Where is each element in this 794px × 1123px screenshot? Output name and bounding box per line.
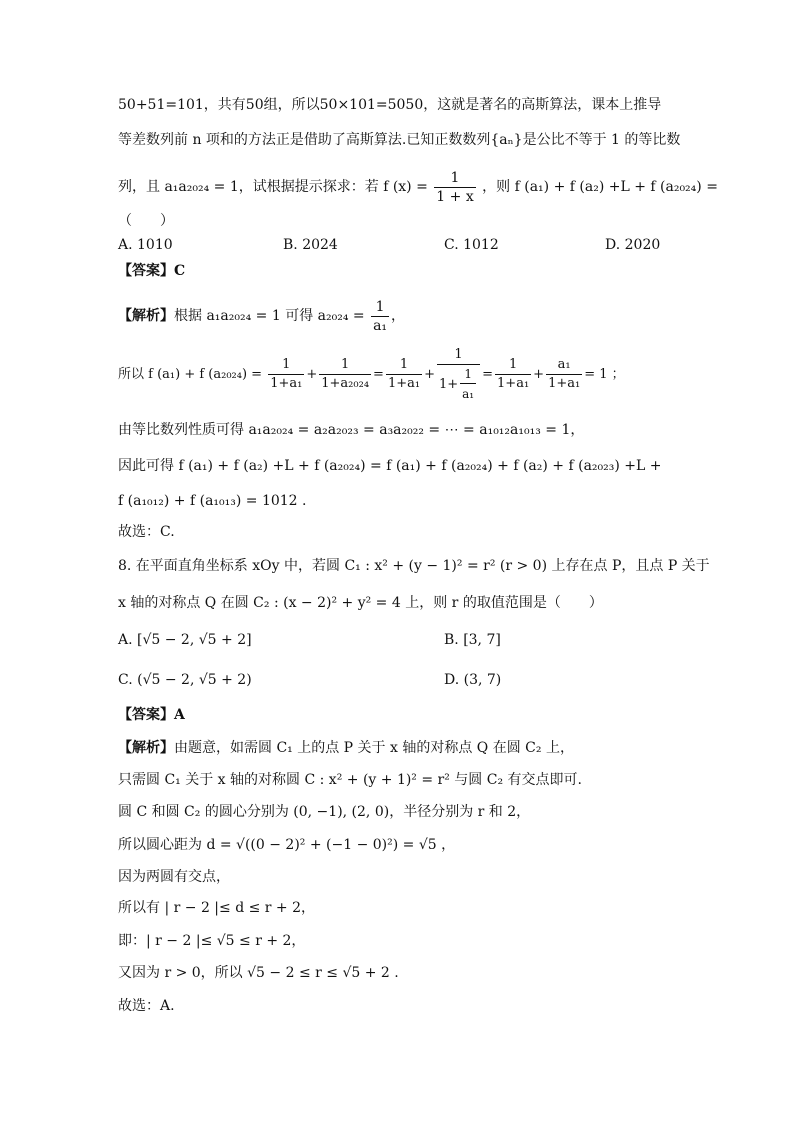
fraction-denominator: 1+a₁	[548, 376, 581, 391]
text-span: 所以	[118, 367, 145, 382]
fraction-numerator: 1	[437, 346, 480, 365]
text-line: 只需圆 C₁ 关于 x 轴的对称圆 C : x² + (y + 1)² = r² 与圆 C₂ 有交点即可.	[118, 772, 582, 788]
option-a: A. [√5 − 2, √5 + 2]	[118, 632, 252, 648]
text-span: = 1 ；	[584, 367, 625, 382]
fraction-numerator: 1	[495, 356, 531, 375]
fraction	[371, 298, 389, 335]
fraction-numerator: 1	[386, 356, 422, 375]
answer-label: 【答案】A	[118, 707, 185, 723]
fraction	[495, 356, 531, 393]
option-b: B. 2024	[283, 237, 338, 253]
option-c: C. (√5 − 2, √5 + 2)	[118, 672, 252, 688]
fraction-numerator: a₁	[546, 356, 582, 375]
answer-label: 【答案】C	[118, 263, 186, 279]
text-span: ，则 f (a₁) + f (a₂) +L + f (a₂₀₂₄) =	[482, 179, 718, 195]
option-a: A. 1010	[118, 237, 173, 253]
text-line: 因为两圆有交点，	[118, 869, 230, 885]
text-span: 列，且 a₁a₂₀₂₄ = 1，试根据提示探求：若 f (x) =	[118, 179, 428, 195]
text-span: f (a₁) + f (a₂₀₂₄) =	[148, 367, 263, 382]
text-line: 等差数列前 n 项和的方法正是借助了高斯算法.已知正数数列{aₙ}是公比不等于 1 的等比数	[118, 132, 681, 148]
fraction	[437, 346, 480, 404]
text-line: （ ）	[118, 213, 174, 229]
text-line: 所以圆心距为 d = √((0 − 2)² + (−1 − 0)²) = √5 ，	[118, 837, 456, 853]
fraction-denominator: a₁	[373, 317, 388, 334]
text-line	[118, 294, 405, 338]
text-line: f (a₁₀₁₂) + f (a₁₀₁₃) = 1012 .	[118, 493, 307, 509]
fraction	[546, 356, 582, 393]
fraction	[434, 169, 475, 206]
fraction	[460, 365, 476, 404]
text-line: 由等比数列性质可得 a₁a₂₀₂₄ = a₂a₂₀₂₃ = a₃a₂₀₂₂ = ⋯ = a₁₀₁₂a₁₀₁₃ = 1，	[118, 422, 585, 438]
fraction-numerator: 1	[371, 298, 389, 317]
text-line: 所以 f (a₁) + f (a₂₀₂₄) = $\frac{1}{\text{1+a₁}}$ + $\frac{1}{\text{1+a₂₀₂₄}}$ = $\frac{1}{\text{1+a₁}}$ + 1 1+ $\frac{1}{\text{a₁}}$ = $\frac{1}{\text{1+a₁}}$ + $\frac{\text{a₁}}{\text{1+a₁}}$ = 1 ；	[118, 344, 625, 406]
option-d: D. 2020	[605, 237, 661, 253]
fraction	[319, 356, 371, 393]
text-line: 故选：C.	[118, 524, 175, 540]
text-line: 即：| r − 2 |≤ √5 ≤ r + 2，	[118, 933, 306, 949]
analysis-label: 【解析】	[118, 308, 174, 324]
fraction-denominator: 1+a₁	[387, 376, 421, 391]
text-line: 圆 C 和圆 C₂ 的圆心分别为 (0, −1), (2, 0)，半径分别为 r 和 2，	[118, 804, 531, 820]
text-line: 50+51=101，共有50组，所以50×101=5050，这就是著名的高斯算法，课本上推导	[118, 97, 662, 113]
fraction-denominator: 1+a₁	[270, 376, 303, 391]
fraction-denominator: 1 + x	[436, 188, 474, 205]
fraction-numerator: 1	[268, 356, 304, 375]
text-span: 由题意，如需圆 C₁ 上的点 P 关于 x 轴的对称点 Q 在圆 C₂ 上，	[174, 740, 574, 756]
fraction-denominator	[437, 365, 480, 404]
option-c: C. 1012	[444, 237, 499, 253]
analysis-label: 【解析】	[118, 740, 174, 756]
text-span: 1+	[438, 376, 459, 392]
text-span: ，	[391, 308, 406, 324]
fraction-denominator: a₁	[462, 386, 475, 401]
fraction-numerator: 1	[434, 169, 475, 188]
question-8: 8. 在平面直角坐标系 xOy 中，若圆 C₁ : x² + (y − 1)² = r² (r > 0) 上存在点 P，且点 P 关于	[118, 558, 710, 574]
fraction	[386, 356, 422, 393]
text-line	[118, 738, 574, 758]
fraction-denominator: 1+a₁	[497, 376, 530, 391]
fraction-numerator: 1	[460, 365, 476, 384]
text-span: 根据 a₁a₂₀₂₄ = 1 可得 a₂₀₂₄ =	[174, 308, 365, 324]
text-line: 所以有 | r − 2 |≤ d ≤ r + 2，	[118, 900, 316, 916]
fraction-denominator: 1+a₂₀₂₄	[321, 376, 370, 391]
text-line: x 轴的对称点 Q 在圆 C₂ : (x − 2)² + y² = 4 上，则 r 的取值范围是（ ）	[118, 595, 603, 611]
fraction	[268, 356, 304, 393]
option-b: B. [3, 7]	[444, 632, 501, 648]
option-d: D. (3, 7)	[444, 672, 502, 688]
text-line	[118, 165, 718, 209]
text-line: 又因为 r > 0，所以 √5 − 2 ≤ r ≤ √5 + 2 .	[118, 965, 399, 981]
fraction-numerator: 1	[319, 356, 371, 375]
text-line: 故选：A.	[118, 998, 175, 1014]
text-line: 因此可得 f (a₁) + f (a₂) +L + f (a₂₀₂₄) = f (a₁) + f (a₂₀₂₄) + f (a₂) + f (a₂₀₂₃) +L +	[118, 458, 662, 474]
